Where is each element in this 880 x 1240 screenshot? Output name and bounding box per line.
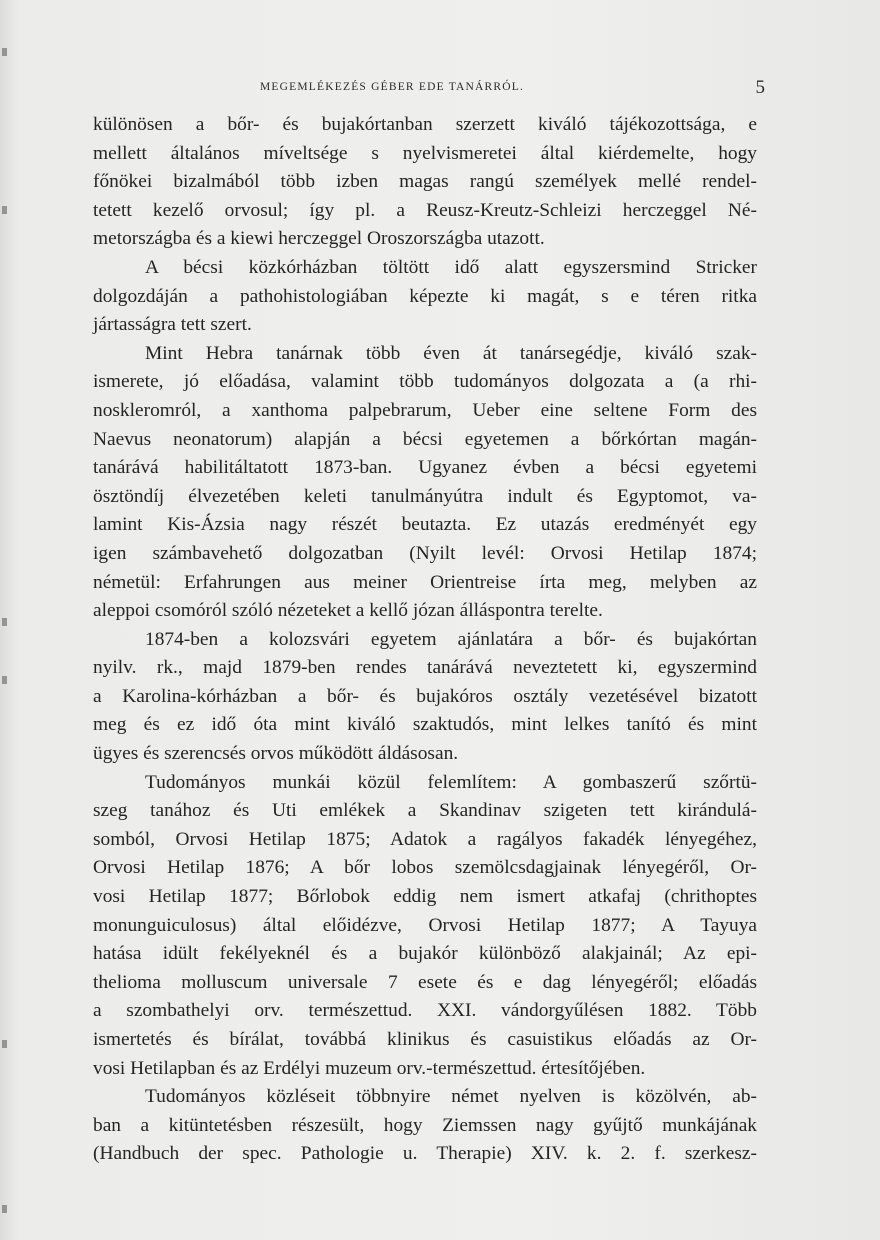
text-line: mellett általános míveltsége s nyelvismeretei által kiérdemelte, hogy: [93, 142, 757, 164]
scan-margin-mark: [2, 206, 7, 214]
text-line: meg és ez idő óta mint kiváló szaktudós, mint lelkes tanító és mint: [93, 714, 757, 736]
text-line: szeg tanához és Uti emlékek a Skandinav szigeten tett kirándulá-: [93, 800, 757, 822]
text-line: jártasságra tett szert.: [93, 314, 252, 336]
text-line: metországba és a kiewi herczeggel Oroszországba utazott.: [93, 228, 545, 250]
scan-margin-mark: [2, 676, 7, 684]
text-line: thelioma molluscum universale 7 esete és e dag lényegéről; előadás: [93, 971, 757, 993]
text-line: monunguiculosus) által előidézve, Orvosi Hetilap 1877; A Tayuya: [93, 914, 757, 936]
text-line: főnökei bizalmából több izben magas rangú személyek mellé rendel-: [93, 171, 757, 193]
text-line: igen számbavehető dolgozatban (Nyilt levél: Orvosi Hetilap 1874;: [93, 542, 757, 564]
text-line: ban a kitüntetésben részesült, hogy Ziemssen nagy gyűjtő munkájának: [93, 1114, 757, 1136]
body-text: [93, 111, 757, 1169]
text-line: ügyes és szerencsés orvos működött áldásosan.: [93, 743, 459, 765]
text-line: Tudományos munkái közül felemlítem: A gombaszerű szőrtü-: [145, 771, 757, 793]
text-line: (Handbuch der spec. Pathologie u. Therapie) XIV. k. 2. f. szerkesz-: [93, 1143, 757, 1165]
text-line: a szombathelyi orv. természettud. XXI. vándorgyűlésen 1882. Több: [93, 1000, 757, 1022]
scan-margin-mark: [2, 1040, 7, 1048]
text-line: különösen a bőr- és bujakórtanban szerzett kiváló tájékozottsága, e: [93, 114, 757, 135]
text-line: a Karolina-kórházban a bőr- és bujakóros osztály vezetésével bizatott: [93, 685, 757, 707]
text-line: Tudományos közléseit többnyire német nyelven is közölvén, ab-: [145, 1086, 757, 1108]
text-line: Naevus neonatorum) alapján a bécsi egyetemen a bőrkórtan magán-: [93, 428, 757, 450]
text-line: vosi Hetilapban és az Erdélyi muzeum orv.-természettud. értesítőjében.: [93, 1057, 646, 1079]
text-line: Orvosi Hetilap 1876; A bőr lobos szemölcsdagjainak lényegéről, Or-: [93, 857, 757, 879]
scan-margin-mark: [2, 1205, 7, 1213]
text-line: A bécsi közkórházban töltött idő alatt egyszersmind Stricker: [145, 256, 757, 278]
text-line: somból, Orvosi Hetilap 1875; Adatok a ragályos fakadék lényegéhez,: [93, 828, 757, 850]
text-line: ismerete, jó előadása, valamint több tudományos dolgozata a (a rhi-: [93, 371, 757, 393]
text-line: tetett kezelő orvosul; így pl. a Reusz-Kreutz-Schleizi herczeggel Né-: [93, 199, 757, 221]
text-line: dolgozdáján a pathohistologiában képezte ki magát, s e téren ritka: [93, 285, 757, 307]
text-line: 1874-ben a kolozsvári egyetem ajánlatára a bőr- és bujakórtan: [145, 628, 757, 650]
text-line: hatása idült fekélyeknél és a bujakór különböző alakjainál; Az epi-: [93, 943, 757, 965]
text-line: tanárává habilitáltatott 1873-ban. Ugyanez évben a bécsi egyetemi: [93, 457, 757, 479]
text-line: nyilv. rk., majd 1879-ben rendes tanárává neveztetett ki, egyszermind: [93, 657, 757, 679]
running-head: [90, 78, 765, 98]
page-number: 5: [755, 77, 765, 98]
text-line: lamint Kis-Ázsia nagy részét beutazta. Ez utazás eredményét egy: [93, 514, 757, 536]
text-line: németül: Erfahrungen aus meiner Orientreise írta meg, melyben az: [93, 571, 757, 593]
text-line: vosi Hetilap 1877; Bőrlobok eddig nem ismert atkafaj (chrithoptes: [93, 886, 757, 908]
scan-margin-mark: [2, 48, 7, 56]
running-title: MEGEMLÉKEZÉS GÉBER EDE TANÁRRÓL.: [260, 81, 525, 93]
text-line: noskleromról, a xanthoma palpebrarum, Ueber eine seltene Form des: [93, 399, 757, 421]
text-line: aleppoi csomóról szóló nézeteket a kellő józan álláspontra terelte.: [93, 600, 603, 622]
scan-margin-mark: [2, 618, 7, 626]
text-line: ösztöndíj élvezetében keleti tanulmányútra indult és Egyptomot, va-: [93, 485, 757, 507]
text-line: ismertetés és bírálat, továbbá klinikus és casuistikus előadás az Or-: [93, 1029, 757, 1050]
text-line: Mint Hebra tanárnak több éven át tanársegédje, kiváló szak-: [145, 342, 757, 364]
